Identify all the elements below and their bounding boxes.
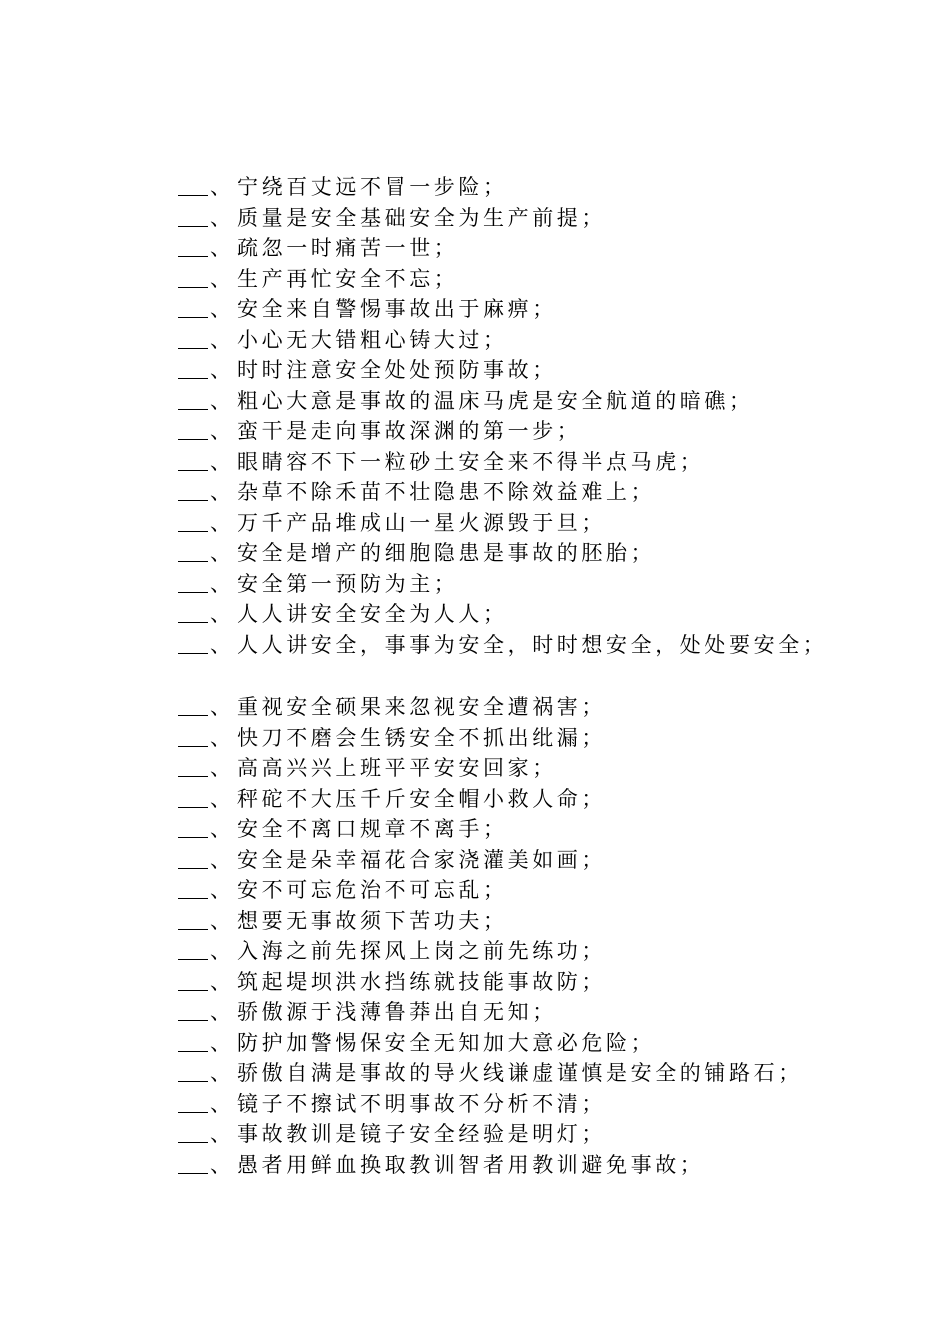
slogan-item	[178, 264, 827, 295]
slogan-text: 秤砣不大压千斤安全帽小救人命；	[237, 786, 606, 811]
item-separator: 、	[210, 541, 231, 565]
fill-in-blank	[178, 633, 208, 654]
slogan-item	[178, 967, 803, 998]
slogan-list-section-a	[178, 172, 827, 660]
item-separator: 、	[210, 419, 231, 443]
slogan-text: 事故教训是镜子安全经验是明灯；	[237, 1122, 606, 1146]
slogan-text: 安全是朵幸福花合家浇灌美如画；	[237, 847, 606, 872]
slogan-item	[178, 325, 827, 356]
slogan-text: 时时注意安全处处预防事故；	[237, 358, 557, 382]
slogan-text: 安全第一预防为主；	[237, 571, 459, 596]
slogan-list-section-b	[178, 692, 803, 1180]
fill-in-blank	[178, 1092, 208, 1113]
item-separator: 、	[210, 175, 231, 199]
slogan-text: 重视安全硕果来忽视安全遭祸害；	[237, 695, 606, 719]
fill-in-blank	[178, 787, 208, 808]
slogan-text: 入海之前先探风上岗之前先练功；	[237, 939, 606, 963]
fill-in-blank	[178, 695, 208, 716]
fill-in-blank	[178, 726, 208, 747]
item-separator: 、	[210, 632, 231, 657]
slogan-text: 万千产品堆成山一星火源毁于旦；	[237, 510, 606, 535]
item-separator: 、	[210, 449, 231, 474]
slogan-item	[178, 936, 803, 967]
slogan-text: 镜子不擦试不明事故不分析不清；	[237, 1091, 606, 1116]
slogan-item	[178, 203, 827, 234]
slogan-text: 安全来自警惕事故出于麻痹；	[237, 297, 557, 321]
slogan-item	[178, 233, 827, 264]
fill-in-blank	[178, 1061, 208, 1082]
item-separator: 、	[210, 695, 231, 719]
slogan-item	[178, 1089, 803, 1120]
slogan-text: 小心无大错粗心铸大过；	[237, 327, 508, 352]
slogan-item	[178, 630, 827, 661]
slogan-item	[178, 997, 803, 1028]
slogan-text: 安全是增产的细胞隐患是事故的胚胎；	[237, 541, 656, 565]
item-separator: 、	[210, 297, 231, 321]
slogan-text: 质量是安全基础安全为生产前提；	[237, 205, 606, 230]
slogan-item	[178, 416, 827, 447]
item-separator: 、	[210, 205, 231, 230]
item-separator: 、	[210, 510, 231, 535]
item-separator: 、	[210, 602, 231, 626]
slogan-text: 愚者用鲜血换取教训智者用教训避免事故；	[237, 1152, 705, 1177]
fill-in-blank	[178, 541, 208, 562]
item-separator: 、	[210, 266, 231, 291]
slogan-text: 筑起堤坝洪水挡练就技能事故防；	[237, 969, 606, 994]
slogan-item	[178, 845, 803, 876]
fill-in-blank	[178, 1153, 208, 1174]
slogan-text: 快刀不磨会生锈安全不抓出纰漏；	[237, 725, 606, 750]
item-separator: 、	[210, 236, 231, 260]
fill-in-blank	[178, 602, 208, 623]
slogan-item	[178, 753, 803, 784]
fill-in-blank	[178, 206, 208, 227]
slogan-text: 高高兴兴上班平平安安回家；	[237, 756, 557, 780]
slogan-item	[178, 172, 827, 203]
item-separator: 、	[210, 1122, 231, 1146]
slogan-item	[178, 1119, 803, 1150]
slogan-item	[178, 294, 827, 325]
fill-in-blank	[178, 267, 208, 288]
slogan-item	[178, 599, 827, 630]
fill-in-blank	[178, 419, 208, 440]
slogan-item	[178, 477, 827, 508]
slogan-text: 骄傲自满是事故的导火线谦虚谨慎是安全的铺路石；	[237, 1061, 803, 1085]
item-separator: 、	[210, 480, 231, 504]
item-separator: 、	[210, 725, 231, 750]
slogan-item	[178, 508, 827, 539]
fill-in-blank	[178, 848, 208, 869]
item-separator: 、	[210, 1030, 231, 1055]
item-separator: 、	[210, 358, 231, 382]
slogan-item	[178, 784, 803, 815]
slogan-item	[178, 723, 803, 754]
fill-in-blank	[178, 511, 208, 532]
slogan-text: 防护加警惕保安全无知加大意必危险；	[237, 1030, 656, 1055]
fill-in-blank	[178, 358, 208, 379]
item-separator: 、	[210, 939, 231, 963]
item-separator: 、	[210, 1061, 231, 1085]
slogan-text: 人人讲安全安全为人人；	[237, 602, 508, 626]
slogan-text: 想要无事故须下苦功夫；	[237, 908, 508, 933]
item-separator: 、	[210, 908, 231, 933]
fill-in-blank	[178, 450, 208, 471]
fill-in-blank	[178, 236, 208, 257]
slogan-item	[178, 1058, 803, 1089]
slogan-text: 杂草不除禾苗不壮隐患不除效益难上；	[237, 480, 656, 504]
fill-in-blank	[178, 909, 208, 930]
slogan-text: 疏忽一时痛苦一世；	[237, 236, 459, 260]
slogan-item	[178, 1028, 803, 1059]
item-separator: 、	[210, 756, 231, 780]
item-separator: 、	[210, 969, 231, 994]
item-separator: 、	[210, 817, 231, 841]
slogan-item	[178, 875, 803, 906]
slogan-text: 安不可忘危治不可忘乱；	[237, 878, 508, 902]
slogan-item	[178, 814, 803, 845]
slogan-item	[178, 447, 827, 478]
item-separator: 、	[210, 1152, 231, 1177]
slogan-item	[178, 538, 827, 569]
item-separator: 、	[210, 878, 231, 902]
fill-in-blank	[178, 480, 208, 501]
fill-in-blank	[178, 297, 208, 318]
fill-in-blank	[178, 1000, 208, 1021]
slogan-text: 安全不离口规章不离手；	[237, 817, 508, 841]
slogan-text: 生产再忙安全不忘；	[237, 266, 459, 291]
fill-in-blank	[178, 756, 208, 777]
fill-in-blank	[178, 878, 208, 899]
slogan-item	[178, 906, 803, 937]
fill-in-blank	[178, 970, 208, 991]
item-separator: 、	[210, 388, 231, 413]
fill-in-blank	[178, 175, 208, 196]
slogan-item	[178, 355, 827, 386]
item-separator: 、	[210, 1091, 231, 1116]
slogan-text: 骄傲源于浅薄鲁莽出自无知；	[237, 1000, 557, 1024]
item-separator: 、	[210, 571, 231, 596]
item-separator: 、	[210, 786, 231, 811]
slogan-item	[178, 692, 803, 723]
slogan-text: 粗心大意是事故的温床马虎是安全航道的暗礁；	[237, 388, 754, 413]
item-separator: 、	[210, 327, 231, 352]
fill-in-blank	[178, 1122, 208, 1143]
slogan-item	[178, 386, 827, 417]
fill-in-blank	[178, 389, 208, 410]
fill-in-blank	[178, 1031, 208, 1052]
slogan-item	[178, 1150, 803, 1181]
slogan-text: 宁绕百丈远不冒一步险；	[237, 175, 508, 199]
fill-in-blank	[178, 817, 208, 838]
slogan-text: 蛮干是走向事故深渊的第一步；	[237, 419, 582, 443]
slogan-item	[178, 569, 827, 600]
fill-in-blank	[178, 939, 208, 960]
item-separator: 、	[210, 1000, 231, 1024]
fill-in-blank	[178, 328, 208, 349]
fill-in-blank	[178, 572, 208, 593]
slogan-text: 人人讲安全，事事为安全，时时想安全，处处要安全；	[237, 632, 828, 657]
item-separator: 、	[210, 847, 231, 872]
slogan-text: 眼睛容不下一粒砂土安全来不得半点马虎；	[237, 449, 705, 474]
